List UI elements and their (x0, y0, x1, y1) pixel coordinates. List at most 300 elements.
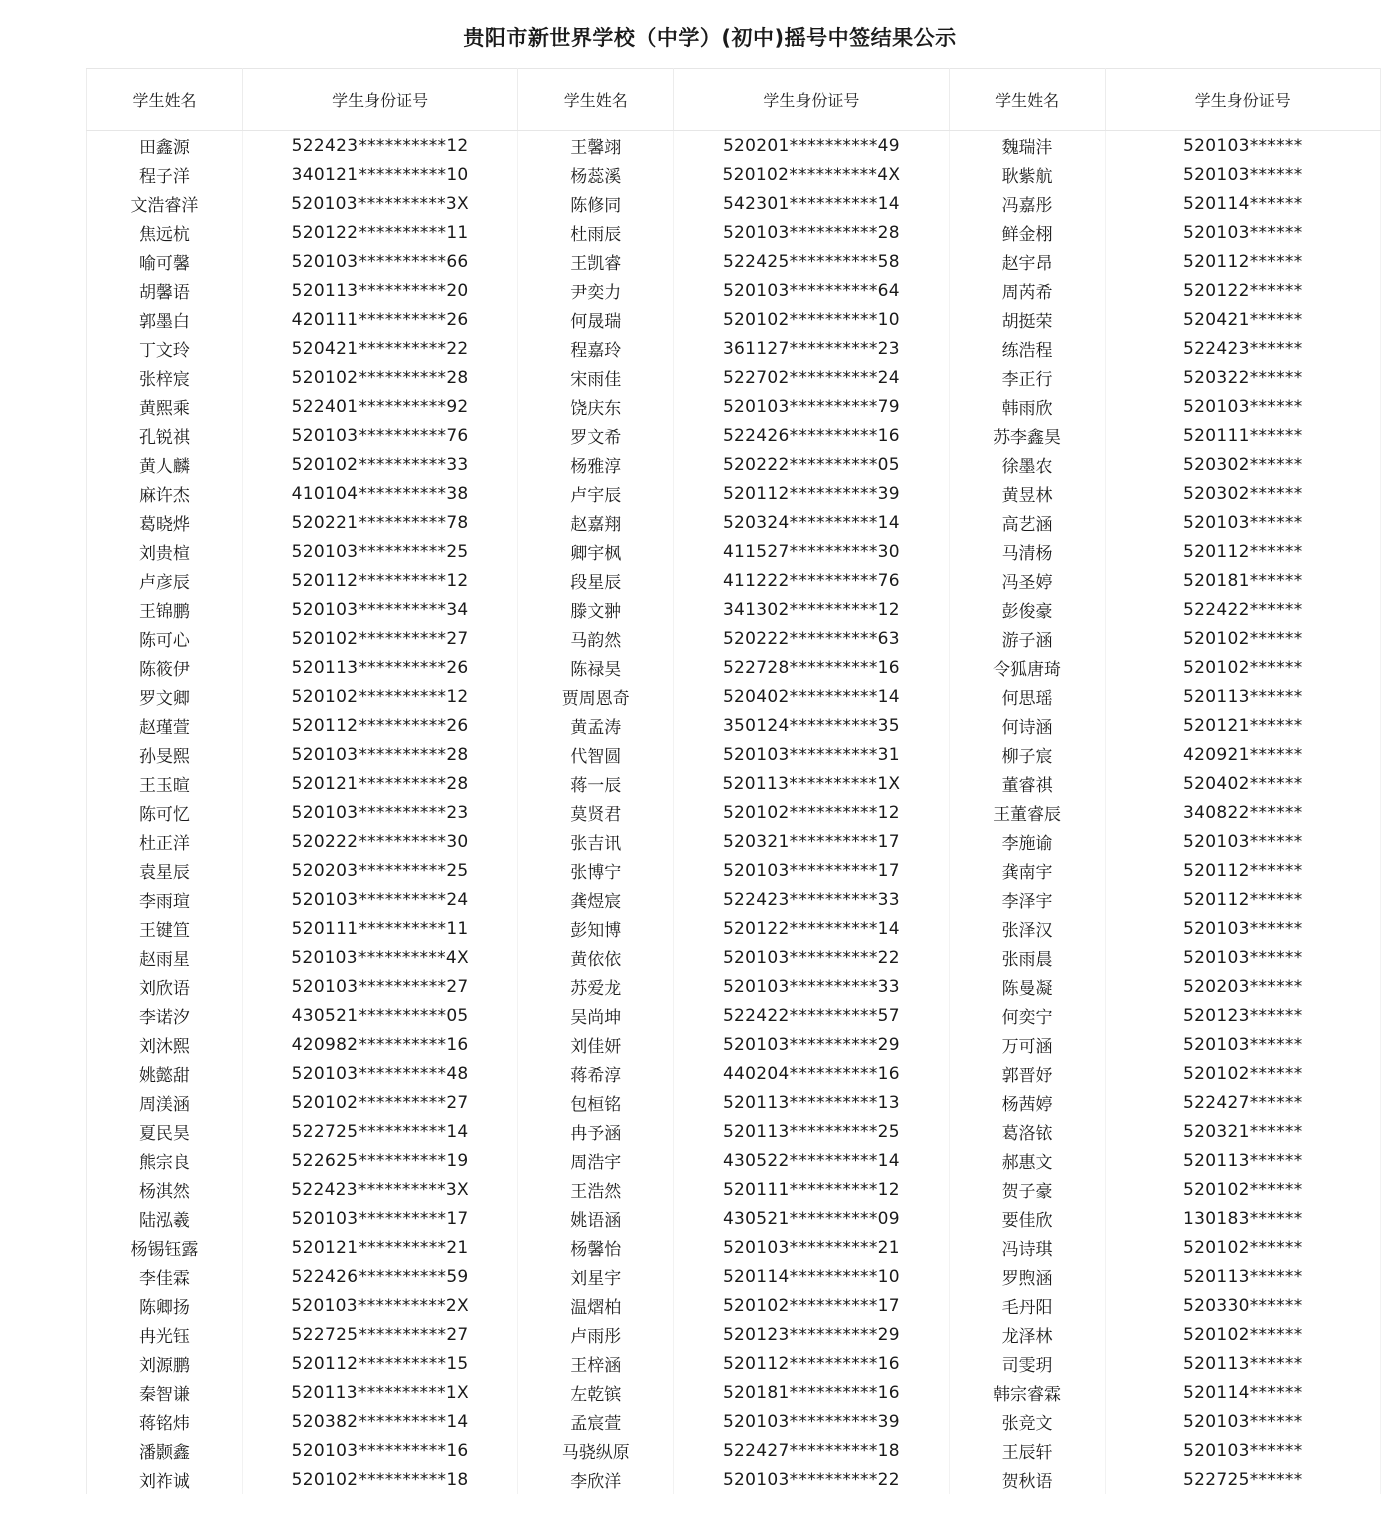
student-name-cell: 代智圆 (518, 740, 674, 769)
student-name-cell: 柳子宸 (949, 740, 1105, 769)
student-id-cell: 520112****** (1105, 537, 1380, 566)
student-id-cell: 520112**********16 (674, 1349, 949, 1378)
student-name-cell: 龙泽林 (949, 1320, 1105, 1349)
student-id-cell: 520122**********14 (674, 914, 949, 943)
student-id-cell: 520103**********25 (242, 537, 517, 566)
student-name-cell: 李佳霖 (87, 1262, 243, 1291)
student-name-cell: 罗文卿 (87, 682, 243, 711)
student-id-cell: 520322****** (1105, 363, 1380, 392)
student-name-cell: 蒋希淳 (518, 1059, 674, 1088)
student-id-cell: 520102**********4X (674, 160, 949, 189)
table-row (87, 1320, 1381, 1349)
student-id-cell: 520122****** (1105, 276, 1380, 305)
student-name-cell: 刘沐熙 (87, 1030, 243, 1059)
student-id-cell: 340121**********10 (242, 160, 517, 189)
student-name-cell: 杨淇然 (87, 1175, 243, 1204)
student-id-cell: 520222**********05 (674, 450, 949, 479)
table-row (87, 363, 1381, 392)
student-name-cell: 冯嘉彤 (949, 189, 1105, 218)
table-row (87, 682, 1381, 711)
student-name-cell: 陆泓羲 (87, 1204, 243, 1233)
student-id-cell: 522401**********92 (242, 392, 517, 421)
student-id-cell: 520102****** (1105, 624, 1380, 653)
student-id-cell: 520103****** (1105, 1436, 1380, 1465)
student-id-cell: 520113**********26 (242, 653, 517, 682)
student-id-cell: 520111**********11 (242, 914, 517, 943)
student-name-cell: 马韵然 (518, 624, 674, 653)
student-id-cell: 520102****** (1105, 1175, 1380, 1204)
student-name-cell: 何奕宁 (949, 1001, 1105, 1030)
table-row (87, 247, 1381, 276)
student-name-cell: 郭墨白 (87, 305, 243, 334)
student-name-cell: 韩宗睿霖 (949, 1378, 1105, 1407)
table-row (87, 1117, 1381, 1146)
student-name-cell: 黄人麟 (87, 450, 243, 479)
student-id-cell: 520103**********39 (674, 1407, 949, 1436)
student-name-cell: 何晟瑞 (518, 305, 674, 334)
student-id-cell: 520321**********17 (674, 827, 949, 856)
student-name-cell: 周芮希 (949, 276, 1105, 305)
student-id-cell: 520181****** (1105, 566, 1380, 595)
student-id-cell: 520112**********26 (242, 711, 517, 740)
student-id-cell: 542301**********14 (674, 189, 949, 218)
student-name-cell: 刘源鹏 (87, 1349, 243, 1378)
student-id-cell: 520123****** (1105, 1001, 1380, 1030)
student-id-cell: 520103****** (1105, 827, 1380, 856)
student-name-cell: 练浩程 (949, 334, 1105, 363)
student-name-cell: 韩雨欣 (949, 392, 1105, 421)
student-name-cell: 葛洛铱 (949, 1117, 1105, 1146)
student-name-cell: 王键笪 (87, 914, 243, 943)
student-name-cell: 张雨晨 (949, 943, 1105, 972)
table-row (87, 566, 1381, 595)
student-id-cell: 520103**********21 (674, 1233, 949, 1262)
student-name-cell: 刘欣语 (87, 972, 243, 1001)
student-id-cell: 520121**********21 (242, 1233, 517, 1262)
table-row (87, 769, 1381, 798)
student-id-cell: 341302**********12 (674, 595, 949, 624)
student-id-cell: 520102**********10 (674, 305, 949, 334)
student-id-cell: 520203**********25 (242, 856, 517, 885)
table-row (87, 1146, 1381, 1175)
student-id-cell: 522422**********57 (674, 1001, 949, 1030)
student-id-cell: 520102**********12 (674, 798, 949, 827)
table-row (87, 827, 1381, 856)
student-id-cell: 522423**********33 (674, 885, 949, 914)
student-name-cell: 文浩睿洋 (87, 189, 243, 218)
student-name-cell: 袁星辰 (87, 856, 243, 885)
header-student-id: 学生身份证号 (1105, 69, 1380, 131)
student-name-cell: 陈筱伊 (87, 653, 243, 682)
table-row (87, 1059, 1381, 1088)
student-id-cell: 520103**********48 (242, 1059, 517, 1088)
student-name-cell: 高艺涵 (949, 508, 1105, 537)
student-name-cell: 张吉讯 (518, 827, 674, 856)
student-name-cell: 葛晓烨 (87, 508, 243, 537)
student-id-cell: 520103****** (1105, 1030, 1380, 1059)
student-name-cell: 王凯睿 (518, 247, 674, 276)
student-id-cell: 520113**********1X (242, 1378, 517, 1407)
student-name-cell: 黄昱林 (949, 479, 1105, 508)
student-name-cell: 焦远杭 (87, 218, 243, 247)
student-name-cell: 刘贵楦 (87, 537, 243, 566)
student-id-cell: 522427**********18 (674, 1436, 949, 1465)
student-id-cell: 520382**********14 (242, 1407, 517, 1436)
student-name-cell: 要佳欣 (949, 1204, 1105, 1233)
student-name-cell: 贺秋语 (949, 1465, 1105, 1494)
table-row (87, 334, 1381, 363)
student-name-cell: 冯圣婷 (949, 566, 1105, 595)
student-id-cell: 520321****** (1105, 1117, 1380, 1146)
student-id-cell: 420921****** (1105, 740, 1380, 769)
student-name-cell: 赵瑾萱 (87, 711, 243, 740)
student-id-cell: 520103****** (1105, 392, 1380, 421)
header-student-id: 学生身份证号 (674, 69, 949, 131)
student-name-cell: 王锦鹏 (87, 595, 243, 624)
student-id-cell: 520103**********2X (242, 1291, 517, 1320)
table-row (87, 160, 1381, 189)
student-id-cell: 520222**********63 (674, 624, 949, 653)
student-id-cell: 520113**********20 (242, 276, 517, 305)
student-id-cell: 522625**********19 (242, 1146, 517, 1175)
student-name-cell: 令狐唐琦 (949, 653, 1105, 682)
table-row (87, 798, 1381, 827)
student-name-cell: 杨蕊溪 (518, 160, 674, 189)
student-id-cell: 522725****** (1105, 1465, 1380, 1494)
student-name-cell: 陈修同 (518, 189, 674, 218)
student-name-cell: 程嘉玲 (518, 334, 674, 363)
student-name-cell: 黄孟涛 (518, 711, 674, 740)
table-row (87, 189, 1381, 218)
student-name-cell: 温熠柏 (518, 1291, 674, 1320)
student-id-cell: 520102**********12 (242, 682, 517, 711)
student-id-cell: 520112****** (1105, 885, 1380, 914)
student-id-cell: 411222**********76 (674, 566, 949, 595)
student-name-cell: 黄熙乘 (87, 392, 243, 421)
student-name-cell: 李雨瑄 (87, 885, 243, 914)
student-id-cell: 520102**********33 (242, 450, 517, 479)
student-name-cell: 丁文玲 (87, 334, 243, 363)
student-id-cell: 520102****** (1105, 1233, 1380, 1262)
student-id-cell: 430521**********05 (242, 1001, 517, 1030)
student-name-cell: 马骁纵原 (518, 1436, 674, 1465)
page-title: 贵阳市新世界学校（中学）(初中)摇号中签结果公示 (463, 26, 957, 50)
student-id-cell: 520113****** (1105, 682, 1380, 711)
student-name-cell: 李诺汐 (87, 1001, 243, 1030)
student-id-cell: 520103**********29 (674, 1030, 949, 1059)
table-row (87, 943, 1381, 972)
header-student-id: 学生身份证号 (242, 69, 517, 131)
student-name-cell: 包桓铭 (518, 1088, 674, 1117)
student-id-cell: 520121**********28 (242, 769, 517, 798)
student-id-cell: 520421****** (1105, 305, 1380, 334)
student-id-cell: 520122**********11 (242, 218, 517, 247)
student-id-cell: 520103**********33 (674, 972, 949, 1001)
student-id-cell: 520103**********66 (242, 247, 517, 276)
student-id-cell: 520103**********3X (242, 189, 517, 218)
student-name-cell: 尹奕力 (518, 276, 674, 305)
student-id-cell: 411527**********30 (674, 537, 949, 566)
student-name-cell: 冯诗琪 (949, 1233, 1105, 1262)
student-id-cell: 520102**********28 (242, 363, 517, 392)
student-name-cell: 龚煜宸 (518, 885, 674, 914)
student-id-cell: 520111**********12 (674, 1175, 949, 1204)
student-id-cell: 520103**********4X (242, 943, 517, 972)
student-id-cell: 520114****** (1105, 189, 1380, 218)
table-row (87, 479, 1381, 508)
student-id-cell: 520112****** (1105, 247, 1380, 276)
student-id-cell: 520112**********39 (674, 479, 949, 508)
student-name-cell: 张竞文 (949, 1407, 1105, 1436)
student-name-cell: 田鑫源 (87, 131, 243, 161)
student-name-cell: 李泽宇 (949, 885, 1105, 914)
student-name-cell: 卢雨彤 (518, 1320, 674, 1349)
table-row (87, 305, 1381, 334)
table-row (87, 1030, 1381, 1059)
student-id-cell: 520103**********17 (242, 1204, 517, 1233)
table-row (87, 1291, 1381, 1320)
student-id-cell: 520113**********1X (674, 769, 949, 798)
student-name-cell: 罗煦涵 (949, 1262, 1105, 1291)
student-name-cell: 冉予涵 (518, 1117, 674, 1146)
student-name-cell: 宋雨佳 (518, 363, 674, 392)
student-name-cell: 赵嘉翔 (518, 508, 674, 537)
header-row (87, 69, 1381, 131)
student-id-cell: 520113**********13 (674, 1088, 949, 1117)
student-name-cell: 刘佳妍 (518, 1030, 674, 1059)
student-id-cell: 130183****** (1105, 1204, 1380, 1233)
student-name-cell: 赵雨星 (87, 943, 243, 972)
student-id-cell: 522425**********58 (674, 247, 949, 276)
student-id-cell: 520121****** (1105, 711, 1380, 740)
student-name-cell: 王辰轩 (949, 1436, 1105, 1465)
student-name-cell: 王浩然 (518, 1175, 674, 1204)
student-id-cell: 520103**********28 (242, 740, 517, 769)
student-name-cell: 莫贤君 (518, 798, 674, 827)
student-id-cell: 520103**********34 (242, 595, 517, 624)
student-id-cell: 520102****** (1105, 1320, 1380, 1349)
results-table-viewport[interactable] (86, 68, 1303, 1498)
student-name-cell: 魏瑞沣 (949, 131, 1105, 161)
student-name-cell: 陈卿扬 (87, 1291, 243, 1320)
student-name-cell: 马清杨 (949, 537, 1105, 566)
student-id-cell: 520114****** (1105, 1378, 1380, 1407)
student-id-cell: 520103**********64 (674, 276, 949, 305)
student-name-cell: 郝惠文 (949, 1146, 1105, 1175)
student-id-cell: 520103**********24 (242, 885, 517, 914)
student-id-cell: 520123**********29 (674, 1320, 949, 1349)
student-name-cell: 姚语涵 (518, 1204, 674, 1233)
student-id-cell: 522423**********3X (242, 1175, 517, 1204)
student-name-cell: 杨锡钰露 (87, 1233, 243, 1262)
student-name-cell: 吴尚坤 (518, 1001, 674, 1030)
student-name-cell: 徐墨农 (949, 450, 1105, 479)
student-id-cell: 430522**********14 (674, 1146, 949, 1175)
student-name-cell: 杨雅淳 (518, 450, 674, 479)
student-id-cell: 520111****** (1105, 421, 1380, 450)
table-row (87, 392, 1381, 421)
table-row (87, 972, 1381, 1001)
student-id-cell: 520103****** (1105, 160, 1380, 189)
student-name-cell: 张博宁 (518, 856, 674, 885)
student-name-cell: 陈可忆 (87, 798, 243, 827)
student-id-cell: 520103**********79 (674, 392, 949, 421)
student-name-cell: 王玉暄 (87, 769, 243, 798)
student-id-cell: 520113**********25 (674, 1117, 949, 1146)
student-id-cell: 520103**********16 (242, 1436, 517, 1465)
student-name-cell: 周渼涵 (87, 1088, 243, 1117)
student-id-cell: 522423****** (1105, 334, 1380, 363)
table-body (87, 131, 1381, 1495)
student-name-cell: 李正行 (949, 363, 1105, 392)
student-name-cell: 苏爱龙 (518, 972, 674, 1001)
student-id-cell: 522426**********16 (674, 421, 949, 450)
student-name-cell: 饶庆东 (518, 392, 674, 421)
student-id-cell: 520102****** (1105, 653, 1380, 682)
student-id-cell: 520402**********14 (674, 682, 949, 711)
lottery-results-table (86, 68, 1381, 1494)
table-row (87, 1262, 1381, 1291)
table-row (87, 885, 1381, 914)
student-name-cell: 孔锐祺 (87, 421, 243, 450)
student-id-cell: 520112****** (1105, 856, 1380, 885)
student-name-cell: 鲜金栩 (949, 218, 1105, 247)
student-id-cell: 520103**********27 (242, 972, 517, 1001)
student-name-cell: 蒋一辰 (518, 769, 674, 798)
student-name-cell: 孟宸萱 (518, 1407, 674, 1436)
student-name-cell: 张泽汉 (949, 914, 1105, 943)
student-id-cell: 520102**********27 (242, 1088, 517, 1117)
student-id-cell: 520103****** (1105, 1407, 1380, 1436)
student-id-cell: 522422****** (1105, 595, 1380, 624)
student-id-cell: 520103****** (1105, 943, 1380, 972)
student-name-cell: 程子洋 (87, 160, 243, 189)
student-id-cell: 350124**********35 (674, 711, 949, 740)
table-row (87, 1407, 1381, 1436)
student-name-cell: 彭知博 (518, 914, 674, 943)
student-id-cell: 520201**********49 (674, 131, 949, 161)
header-student-name: 学生姓名 (949, 69, 1105, 131)
student-id-cell: 520330****** (1105, 1291, 1380, 1320)
student-id-cell: 520112**********12 (242, 566, 517, 595)
student-name-cell: 熊宗良 (87, 1146, 243, 1175)
student-name-cell: 卢彦辰 (87, 566, 243, 595)
student-id-cell: 420982**********16 (242, 1030, 517, 1059)
student-id-cell: 520302****** (1105, 479, 1380, 508)
student-id-cell: 520103**********23 (242, 798, 517, 827)
student-id-cell: 520103****** (1105, 131, 1380, 161)
student-id-cell: 520102****** (1105, 1059, 1380, 1088)
student-name-cell: 董睿祺 (949, 769, 1105, 798)
table-row (87, 450, 1381, 479)
student-name-cell: 司雯玥 (949, 1349, 1105, 1378)
student-name-cell: 耿紫航 (949, 160, 1105, 189)
student-id-cell: 520103**********28 (674, 218, 949, 247)
student-name-cell: 游子涵 (949, 624, 1105, 653)
header-student-name: 学生姓名 (518, 69, 674, 131)
student-name-cell: 陈禄昊 (518, 653, 674, 682)
student-name-cell: 王董睿辰 (949, 798, 1105, 827)
student-name-cell: 胡馨语 (87, 276, 243, 305)
student-name-cell: 刘星宇 (518, 1262, 674, 1291)
student-id-cell: 520203****** (1105, 972, 1380, 1001)
table-row (87, 276, 1381, 305)
student-id-cell: 520103**********22 (674, 943, 949, 972)
student-name-cell: 陈可心 (87, 624, 243, 653)
student-name-cell: 刘祚诚 (87, 1465, 243, 1494)
student-id-cell: 522423**********12 (242, 131, 517, 161)
table-row (87, 1378, 1381, 1407)
student-id-cell: 520113****** (1105, 1146, 1380, 1175)
student-name-cell: 杨茜婷 (949, 1088, 1105, 1117)
student-id-cell: 520114**********10 (674, 1262, 949, 1291)
student-id-cell: 520102**********18 (242, 1465, 517, 1494)
student-id-cell: 361127**********23 (674, 334, 949, 363)
table-row (87, 421, 1381, 450)
student-name-cell: 贺子豪 (949, 1175, 1105, 1204)
student-name-cell: 罗文希 (518, 421, 674, 450)
student-name-cell: 陈曼凝 (949, 972, 1105, 1001)
student-name-cell: 苏李鑫昊 (949, 421, 1105, 450)
student-name-cell: 郭晋妤 (949, 1059, 1105, 1088)
table-row (87, 595, 1381, 624)
student-name-cell: 秦智谦 (87, 1378, 243, 1407)
student-id-cell: 522725**********27 (242, 1320, 517, 1349)
student-id-cell: 410104**********38 (242, 479, 517, 508)
table-row (87, 537, 1381, 566)
student-id-cell: 340822****** (1105, 798, 1380, 827)
table-row (87, 1001, 1381, 1030)
student-id-cell: 520421**********22 (242, 334, 517, 363)
student-name-cell: 夏民昊 (87, 1117, 243, 1146)
student-name-cell: 王馨翊 (518, 131, 674, 161)
student-id-cell: 522728**********16 (674, 653, 949, 682)
table-row (87, 1233, 1381, 1262)
table-row (87, 1349, 1381, 1378)
table-header (87, 69, 1381, 131)
header-student-name: 学生姓名 (87, 69, 243, 131)
student-name-cell: 李欣洋 (518, 1465, 674, 1494)
table-row (87, 624, 1381, 653)
student-name-cell: 何思瑶 (949, 682, 1105, 711)
student-name-cell: 冉光钰 (87, 1320, 243, 1349)
student-name-cell: 潘颢鑫 (87, 1436, 243, 1465)
student-id-cell: 522725**********14 (242, 1117, 517, 1146)
student-id-cell: 520103****** (1105, 218, 1380, 247)
table-row (87, 1204, 1381, 1233)
student-id-cell: 520102**********27 (242, 624, 517, 653)
table-row (87, 856, 1381, 885)
student-id-cell: 520112**********15 (242, 1349, 517, 1378)
table-row (87, 914, 1381, 943)
student-name-cell: 贾周恩奇 (518, 682, 674, 711)
student-id-cell: 430521**********09 (674, 1204, 949, 1233)
student-name-cell: 卿宇枫 (518, 537, 674, 566)
student-id-cell: 520221**********78 (242, 508, 517, 537)
student-id-cell: 520302****** (1105, 450, 1380, 479)
table-row (87, 1436, 1381, 1465)
student-id-cell: 520181**********16 (674, 1378, 949, 1407)
student-name-cell: 毛丹阳 (949, 1291, 1105, 1320)
student-name-cell: 麻许杰 (87, 479, 243, 508)
table-row (87, 508, 1381, 537)
student-name-cell: 彭俊豪 (949, 595, 1105, 624)
student-name-cell: 张梓宸 (87, 363, 243, 392)
student-id-cell: 440204**********16 (674, 1059, 949, 1088)
student-name-cell: 滕文翀 (518, 595, 674, 624)
student-name-cell: 杨馨怡 (518, 1233, 674, 1262)
student-id-cell: 522426**********59 (242, 1262, 517, 1291)
